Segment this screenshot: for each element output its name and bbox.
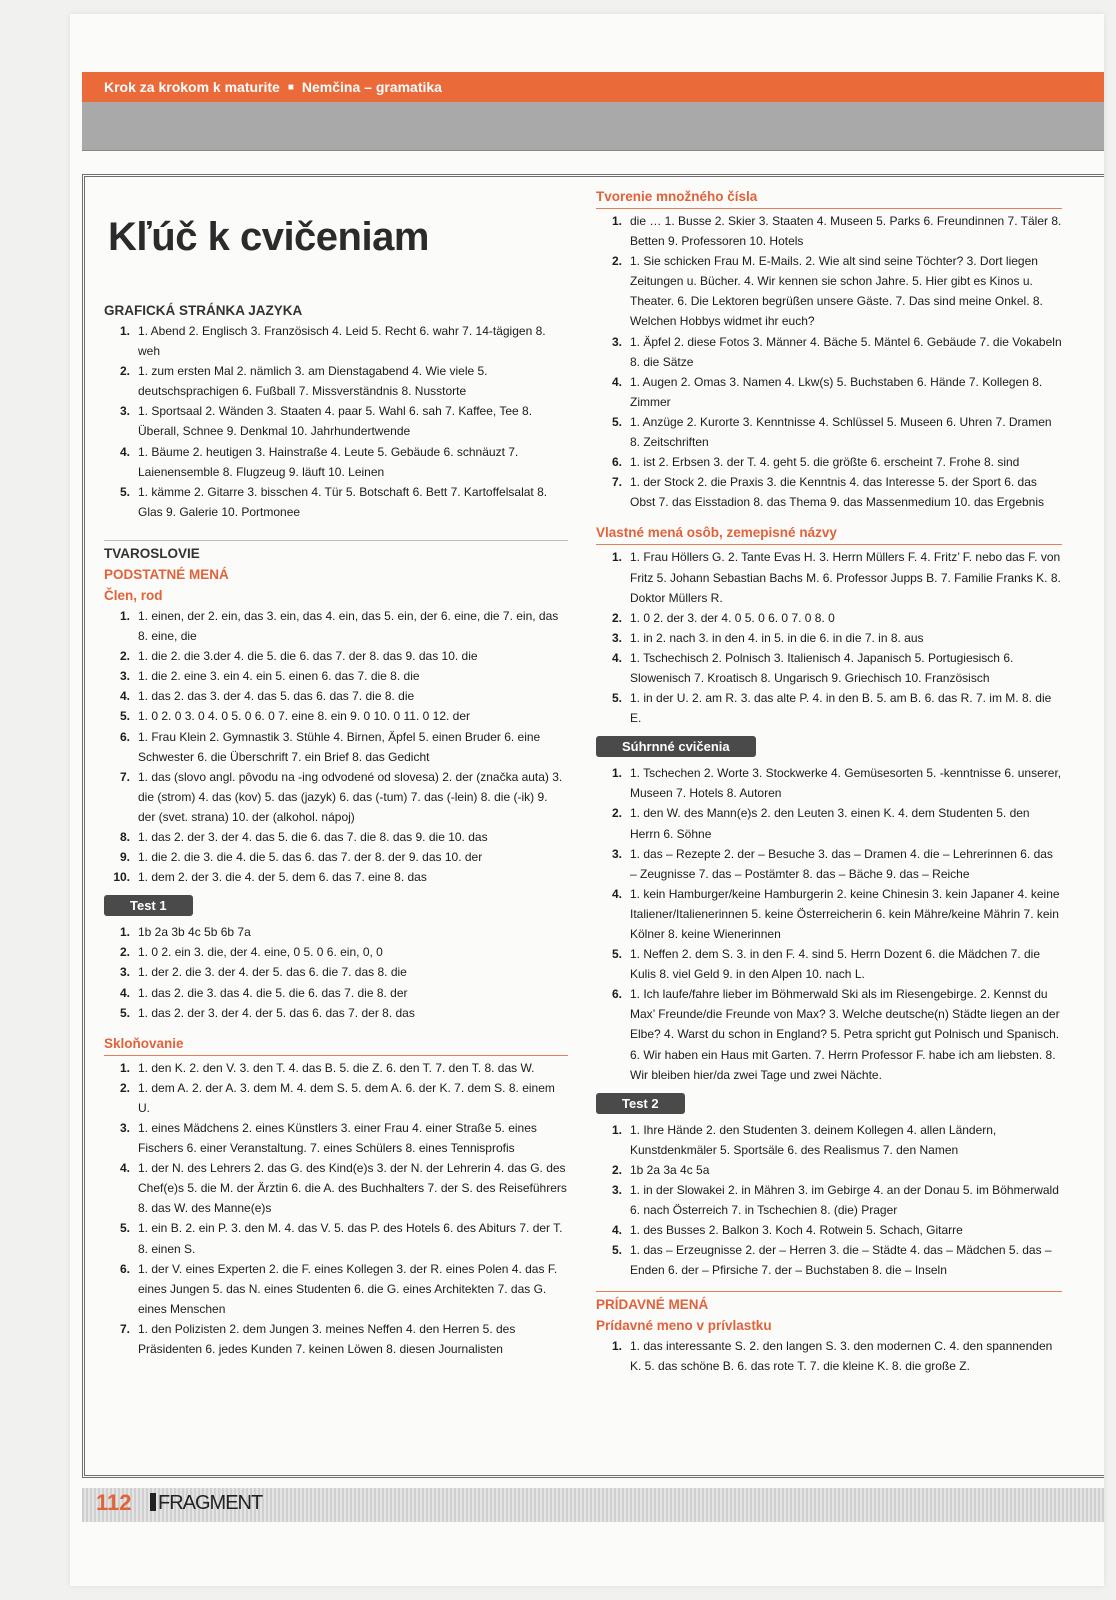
list-item: 3. 1. das – Rezepte 2. der – Besuche 3. das – Dramen 4. die – Lehrerinnen 6. das – Zeugnisse 7. das – Postämter 8. das – Bäche 9. das – Reiche (611, 846, 1053, 881)
list-item: 2. 1. den W. des Mann(e)s 2. den Leuten 3. einen K. 4. dem Studenten 5. den Herrn 6. Söhne (611, 806, 1030, 841)
list-item: 3. 1. die 2. eine 3. ein 4. ein 5. einen 6. das 7. die 8. die (119, 669, 420, 684)
list-item: 3. 1. Sportsaal 2. Wänden 3. Staaten 4. paar 5. Wahl 6. sah 7. Kaffee, Tee 8. Überall, Schnee 9. Denkmal 10. Jahrhundertwende (119, 404, 533, 439)
list-item: 6. 1. Frau Klein 2. Gymnastik 3. Stühle 4. Birnen, Äpfel 5. einen Bruder 6. eine Schwester 6. die Überschrift 7. ein Brief 8. das Gedicht (119, 729, 541, 764)
list-item: 3. 1. der 2. die 3. der 4. der 5. das 6. die 7. das 8. die (119, 965, 407, 980)
list-item: 2. 1. 0 2. ein 3. die, der 4. eine, 0 5. 0 6. ein, 0, 0 (119, 945, 383, 960)
list-item: 9. 1. die 2. die 3. die 4. die 5. das 6. das 7. der 8. der 9. das 10. der (119, 850, 483, 865)
list-item: 2. 1. 0 2. der 3. der 4. 0 5. 0 6. 0 7. 0 8. 0 (611, 610, 835, 625)
section-heading-privlastok: Prídavné meno v prívlastku (596, 1317, 772, 1333)
list-item: 7. 1. der Stock 2. die Praxis 3. die Kenntnis 4. das Interesse 5. der Sport 6. das Obst 7. das Eisstadion 8. das Thema 9. das Massenmedium 10. das Ergebnis (611, 475, 1044, 510)
publisher-name: FRAGMENT (158, 1492, 263, 1514)
list-item: 3. 1. Äpfel 2. diese Fotos 3. Männer 4. Bäche 5. Mäntel 6. Gebäude 7. die Vokabeln 8. die Sätze (611, 334, 1062, 369)
test-1-badge: Test 1 (104, 895, 193, 916)
list-item: 5. 1. Anzüge 2. Kurorte 3. Kenntnisse 4. Schlüssel 5. Museen 6. Uhren 7. Dramen 8. Zeitschriften (611, 414, 1052, 450)
list-item: 5. 1. ein B. 2. ein P. 3. den M. 4. das V. 5. das P. des Hotels 6. des Abiturs 7. der T. 8. einen S. (119, 1221, 563, 1256)
list-item: 1. 1. Tschechen 2. Worte 3. Stockwerke 4. Gemüsesorten 5. -kenntnisse 6. unserer, Museen 7. Hotels 8. Autoren (611, 766, 1062, 801)
list-item: 6. 1. Ich laufe/fahre lieber im Böhmerwald Ski als im Riesengebirge. 2. Kennst du Max’ Freunde/die Freunde von Max? 3. Welche deutsche(n) Städte liegen an der Elbe? 4. Warst du schon in England? 5. Petra spricht gut Polnisch und Spanisch. 6. Wir haben ein Haus mit Garten. 7. Herrn Professor F. habe ich am liebsten. 8. Wir bleiben hier/da zwei Tage und zwei Nächte. (611, 987, 1060, 1082)
answer-list-sklonovanie (104, 1058, 568, 1359)
list-item: 4. 1. des Busses 2. Balkon 3. Koch 4. Rotwein 5. Schach, Gitarre (611, 1223, 963, 1238)
list-item: 6. 1. der V. eines Experten 2. die F. eines Kollegen 3. der R. eines Polen 4. das F. eines Jungen 5. das N. eines Studenten 6. die G. eines Architekten 7. das G. eines Menschen (119, 1261, 558, 1316)
section-heading-graficka: GRAFICKÁ STRÁNKA JAZYKA (104, 303, 303, 318)
answer-list-clen-rod (104, 606, 568, 887)
list-item: 5. 1. kämme 2. Gitarre 3. bisschen 4. Tür 5. Botschaft 6. Bett 7. Kartoffelsalat 8. Glas 9. Galerie 10. Portmonee (119, 484, 548, 519)
section-heading-tvaroslovie: TVAROSLOVIE (104, 540, 568, 564)
test-2-badge: Test 2 (596, 1093, 685, 1114)
answer-list-vlastne-mena (596, 547, 1062, 728)
answer-list-test-1 (104, 922, 568, 1022)
list-item: 1. 1. das interessante S. 2. den langen S. 3. den modernen C. 4. den spannenden K. 5. das schöne B. 6. das rote T. 7. die kleine K. 8. die große Z. (611, 1338, 1053, 1373)
header-band (82, 102, 1104, 151)
subheading-podstatne-mena: PODSTATNÉ MENÁ (104, 566, 229, 582)
suhrnne-cvicenia-badge: Súhrnné cvičenia (596, 736, 756, 757)
list-item: 5. 1. Neffen 2. dem S. 3. in den F. 4. sind 5. Herrn Dozent 6. die Mädchen 7. die Kulis 8. viel Geld 9. in den Alpen 10. nach L. (611, 947, 1041, 982)
answer-list-test-2 (596, 1120, 1062, 1281)
section-heading-vlastne-mena: Vlastné mená osôb, zemepisné názvy (596, 522, 1062, 545)
list-item: 6. 1. ist 2. Erbsen 3. der T. 4. geht 5. die größte 6. erscheint 7. Frohe 8. sind (611, 455, 1020, 470)
list-item: 7. 1. das (slovo angl. pôvodu na -ing odvodené od slovesa) 2. der (značka auta) 3. die (strom) 4. das (kov) 5. das (jazyk) 6. das (-tum) 7. das (-lein) 8. die (-ik) 9. der (svet. strana) 10. der (alkohol. nápoj) (119, 769, 563, 824)
list-item: 5. 1. das – Erzeugnisse 2. der – Herren 3. die – Städte 4. das – Mädchen 5. das – Enden 6. der – Pfirsiche 7. der – Buchstaben 8. die – Inseln (611, 1243, 1052, 1278)
page-title: Kľúč k cvičeniam (108, 215, 429, 259)
list-item: 3. 1. in 2. nach 3. in den 4. in 5. in die 6. in die 7. in 8. aus (611, 630, 924, 645)
list-item: 4. 1. kein Hamburger/keine Hamburgerin 2. keine Chinesin 3. kein Japaner 4. keine Italiener/Italienerinnen 5. keine Österreicherin 6. kein Mähre/keine Mährin 7. kein Kölner 8. keine Wienerinnen (611, 886, 1060, 941)
list-item: 3. 1. eines Mädchens 2. eines Künstlers 3. einer Frau 4. einer Straße 5. eines Fischers 6. einer Veranstaltung. 7. eines Schülers 8. eines Tennisprofis (119, 1121, 537, 1156)
answer-list-suhrnne (596, 763, 1062, 1085)
subject-title: Nemčina – gramatika (301, 79, 442, 95)
separator-bullet: ■ (287, 81, 294, 93)
list-item: 2. 1. Sie schicken Frau M. E-Mails. 2. Wie alt sind seine Töchter? 3. Dort liegen Zeitungen u. Bücher. 4. Wir kennen sie schon Jahre. 5. Hier gibt es Kinos u. Theater. 6. Die Lektoren begrüßen unsere Gäste. 7. Das sind meine Onkel. 8. Welchen Hobbys widmet ihr euch? (611, 254, 1043, 329)
list-item: 4. 1. Augen 2. Omas 3. Namen 4. Lkw(s) 5. Buchstaben 6. Hände 7. Kollegen 8. Zimmer (611, 374, 1043, 409)
list-item: 1. 1. Frau Höllers G. 2. Tante Evas H. 3. Herrn Müllers F. 4. Fritz’ F. nebo das F. von Fritz 5. Johann Sebastian Bachs M. 6. Professor Jupps B. 7. Familie Franks K. 8. Doktor Müllers R. (611, 550, 1061, 605)
list-item: 4. 1. das 2. die 3. das 4. die 5. die 6. das 7. die 8. der (119, 985, 408, 1000)
list-item: 4. 1. Bäume 2. heutigen 3. Hainstraße 4. Leute 5. Gebäude 6. schnäuzt 7. Laienensemble 8. Flugzeug 9. läuft 10. Leinen (119, 444, 519, 479)
left-column (104, 186, 568, 1359)
list-item: 4. 1. das 2. das 3. der 4. das 5. das 6. das 7. die 8. die (119, 689, 415, 704)
page-number: 112 (96, 1490, 132, 1515)
list-item: 1. 1. Abend 2. Englisch 3. Französisch 4. Leid 5. Recht 6. wahr 7. 14-tägigen 8. weh (119, 324, 546, 359)
section-heading-mnozne-cislo: Tvorenie množného čísla (596, 186, 1062, 209)
answer-list-graficka (104, 321, 568, 522)
answer-list-mnozne-cislo (596, 211, 1062, 512)
list-item: 3. 1. in der Slowakei 2. in Mähren 3. im Gebirge 4. an der Donau 5. im Böhmerwald 6. nach Österreich 7. in Tschechien 8. (die) Prager (611, 1183, 1059, 1218)
answer-list-privlastok (596, 1336, 1062, 1376)
list-item: 1. 1. einen, der 2. ein, das 3. ein, das 4. ein, das 5. ein, der 6. eine, die 7. ein, das 8. eine, die (119, 608, 559, 644)
list-item: 10. 1. dem 2. der 3. die 4. der 5. dem 6. das 7. eine 8. das (113, 870, 427, 885)
list-item: 4. 1. Tschechisch 2. Polnisch 3. Italienisch 4. Japanisch 5. Portugiesisch 6. Slowenisch 7. Kroatisch 8. Ungarisch 9. Griechisch 10. Französisch (611, 650, 1014, 685)
list-item: 1. 1. den K. 2. den V. 3. den T. 4. das B. 5. die Z. 6. den T. 7. den T. 8. das W. (119, 1060, 535, 1075)
list-item: 5. 1. das 2. der 3. der 4. der 5. das 6. das 7. der 8. das (119, 1005, 415, 1020)
list-item: 5. 1. 0 2. 0 3. 0 4. 0 5. 0 6. 0 7. eine 8. ein 9. 0 10. 0 11. 0 12. der (119, 709, 471, 724)
publisher-logo (150, 1492, 262, 1515)
list-item: 2. 1. die 2. die 3.der 4. die 5. die 6. das 7. der 8. das 9. das 10. die (119, 649, 478, 664)
list-item: 4. 1. der N. des Lehrers 2. das G. des Kind(e)s 3. der N. der Lehrerin 4. das G. des Chef(e)s 5. die M. der Ärztin 6. die A. des Buchhalters 7. der S. des Reiseführers 8. das W. des Manne(e)s (119, 1161, 567, 1216)
section-heading-sklonovanie: Skloňovanie (104, 1033, 568, 1056)
series-title: Krok za krokom k maturite (104, 79, 280, 95)
section-heading-clen-rod: Člen, rod (104, 587, 163, 603)
subheading-pridavne-mena: PRÍDAVNÉ MENÁ (596, 1291, 1062, 1315)
running-header (82, 72, 1104, 102)
list-item: 1. die … 1. Busse 2. Skier 3. Staaten 4. Museen 5. Parks 6. Freundinnen 7. Täler 8. Betten 9. Professoren 10. Hotels (611, 214, 1062, 249)
list-item: 7. 1. den Polizisten 2. dem Jungen 3. meines Neffen 4. den Herren 5. des Präsidenten 6. jedes Kunden 7. keinen Löwen 8. diesen Journalisten (119, 1321, 516, 1357)
list-item: 5. 1. in der U. 2. am R. 3. das alte P. 4. in den B. 5. am B. 6. das R. 7. im M. 8. die E. (611, 691, 1052, 726)
logo-bar-icon (150, 1493, 156, 1511)
list-item: 8. 1. das 2. der 3. der 4. das 5. die 6. das 7. die 8. das 9. die 10. das (119, 829, 488, 844)
list-item: 2. 1. dem A. 2. der A. 3. dem M. 4. dem S. 5. dem A. 6. der K. 7. dem S. 8. einem U. (119, 1080, 555, 1115)
list-item: 2. 1. zum ersten Mal 2. nämlich 3. am Dienstagabend 4. Wie viele 5. deutschsprachigen 6. Fußball 7. Missverständnis 8. Nusstorte (119, 364, 488, 399)
right-column (596, 186, 1062, 1376)
list-item: 2. 1b 2a 3a 4c 5a (611, 1162, 710, 1177)
list-item: 1. 1. Ihre Hände 2. den Studenten 3. deinem Kollegen 4. allen Ländern, Kunstdenkmäler 5. Sportsäle 6. des Realismus 7. den Namen (611, 1122, 997, 1157)
list-item: 1. 1b 2a 3b 4c 5b 6b 7a (119, 925, 251, 940)
